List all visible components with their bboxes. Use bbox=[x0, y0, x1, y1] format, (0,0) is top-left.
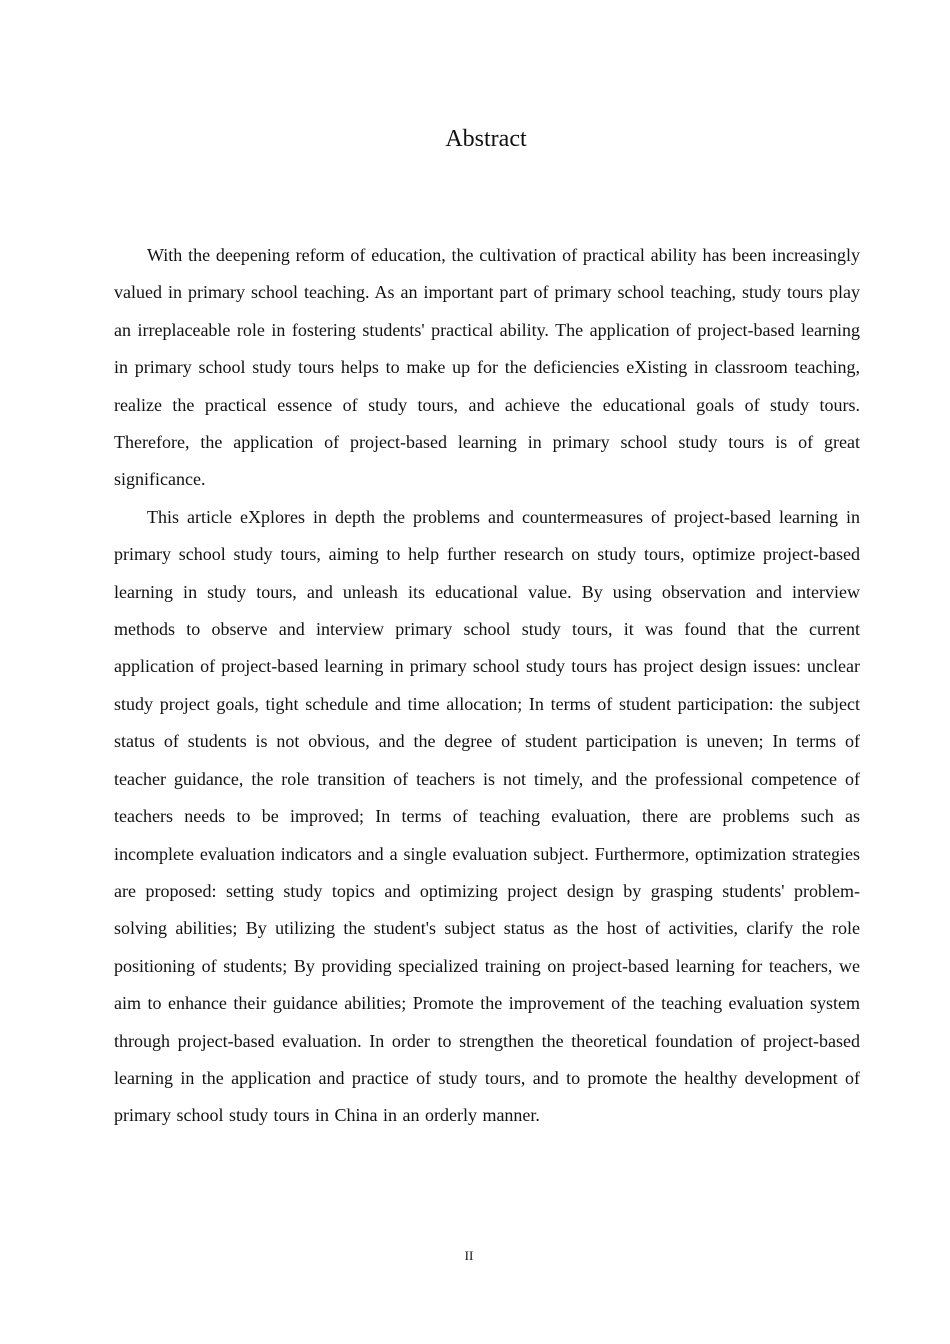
abstract-body bbox=[114, 237, 860, 1135]
page-number: II bbox=[464, 1248, 474, 1263]
abstract-paragraph-1: With the deepening reform of education, the cultivation of practical ability has been increasingly valued in primary school teaching. As an important part of primary school teaching, study tours play an irreplaceable role in fostering students' practical ability. The application of project-based learning in primary school study tours helps to make up for the deficiencies eXisting in classroom teaching, realize the practical essence of study tours, and achieve the educational goals of study tours. Therefore, the application of project-based learning in primary school study tours is of great significance. bbox=[114, 245, 860, 490]
abstract-paragraph-2: This article eXplores in depth the problems and countermeasures of project-based learning in primary school study tours, aiming to help further research on study tours, optimize project-based learning in study tours, and unleash its educational value. By using observation and interview methods to observe and interview primary school study tours, it was found that the current application of project-based learning in primary school study tours has project design issues: unclear study project goals, tight schedule and time allocation; In terms of student participation: the subject status of students is not obvious, and the degree of student participation is uneven; In terms of teacher guidance, the role transition of teachers is not timely, and the professional competence of teachers needs to be improved; In terms of teaching evaluation, there are problems such as incomplete evaluation indicators and a single evaluation subject. Furthermore, optimization strategies are proposed: setting study topics and optimizing project design by grasping students' problem-solving abilities; By utilizing the student's subject status as the host of activities, clarify the role positioning of students; By providing specialized training on project-based learning for teachers, we aim to enhance their guidance abilities; Promote the improvement of the teaching evaluation system through project-based evaluation. In order to strengthen the theoretical foundation of project-based learning in the application and practice of study tours, and to promote the healthy development of primary school study tours in China in an orderly manner. bbox=[114, 506, 860, 1126]
page-title: Abstract bbox=[445, 126, 527, 152]
